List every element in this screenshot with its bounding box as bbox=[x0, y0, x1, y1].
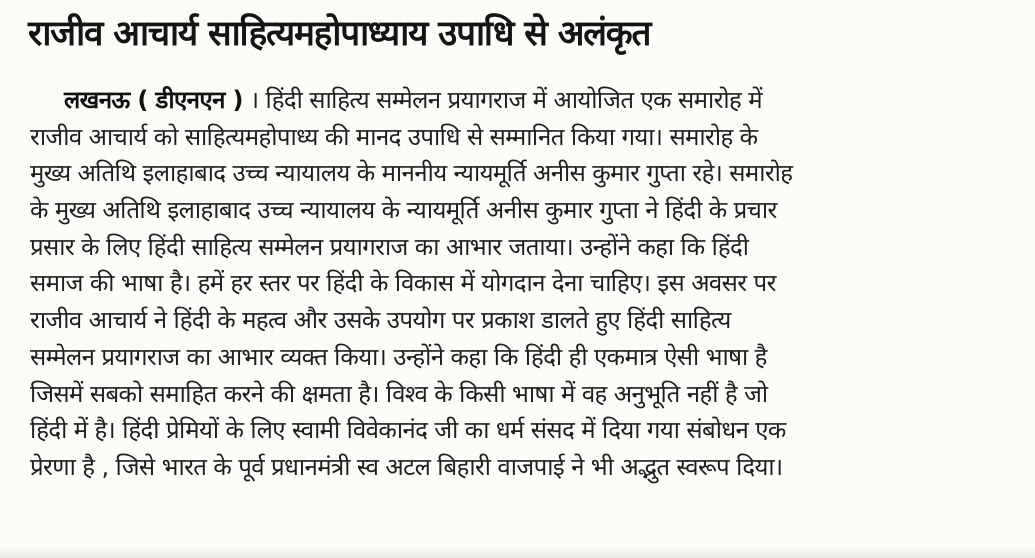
article-line-5: प्रसार के लिए हिंदी साहित्य सम्मेलन प्रयागराज का आभार जताया। उन्होंने कहा कि हिंदी bbox=[30, 232, 749, 261]
article-line-7: राजीव आचार्य ने हिंदी के महत्व और उसके उपयोग पर प्रकाश डालते हुए हिंदी साहित्य bbox=[30, 306, 731, 335]
article-line-9: जिसमें सबको समाहित करने की क्षमता है। विश्व के किसी भाषा में वह अनुभूति नहीं है जो bbox=[30, 379, 768, 408]
article-text: । हिंदी साहित्य सम्मेलन प्रयागराज में आयोजित एक समारोह में bbox=[249, 86, 762, 114]
article-body bbox=[30, 82, 1015, 486]
dateline: लखनऊ ( डीएनएन ) bbox=[64, 86, 243, 114]
article-line-1 bbox=[30, 82, 1015, 119]
article-line-11: प्रेरणा है , जिसे भारत के पूर्व प्रधानमंत्री स्व अटल बिहारी वाजपाई ने भी अद्भुत स्वरूप दिया। bbox=[30, 452, 783, 481]
clipping-bottom-edge bbox=[0, 546, 1035, 558]
article-line-2: राजीव आचार्य को साहित्यमहोपाध्य की मानद उपाधि से सम्मानित किया गया। समारोह के bbox=[30, 122, 758, 151]
article-line-10: हिंदी में है। हिंदी प्रेमियों के लिए स्वामी विवेकानंद जी का धर्म संसद में दिया गया संबोधन एक bbox=[30, 416, 786, 445]
article-line-3: मुख्य अतिथि इलाहाबाद उच्च न्यायालय के माननीय न्यायमूर्ति अनीस कुमार गुप्ता रहे। समारोह bbox=[30, 159, 793, 188]
headline: राजीव आचार्य साहित्यमहोपाध्याय उपाधि से अलंकृत bbox=[28, 14, 651, 54]
article-line-6: समाज की भाषा है। हमें हर स्तर पर हिंदी के विकास में योगदान देना चाहिए। इस अवसर पर bbox=[30, 269, 776, 298]
article-line-8: सम्मेलन प्रयागराज का आभार व्यक्त किया। उन्होंने कहा कि हिंदी ही एकमात्र ऐसी भाषा है bbox=[30, 342, 767, 371]
article-line-4: के मुख्य अतिथि इलाहाबाद उच्च न्यायालय के न्यायमूर्ति अनीस कुमार गुप्ता ने हिंदी के प्रचार bbox=[30, 196, 777, 225]
